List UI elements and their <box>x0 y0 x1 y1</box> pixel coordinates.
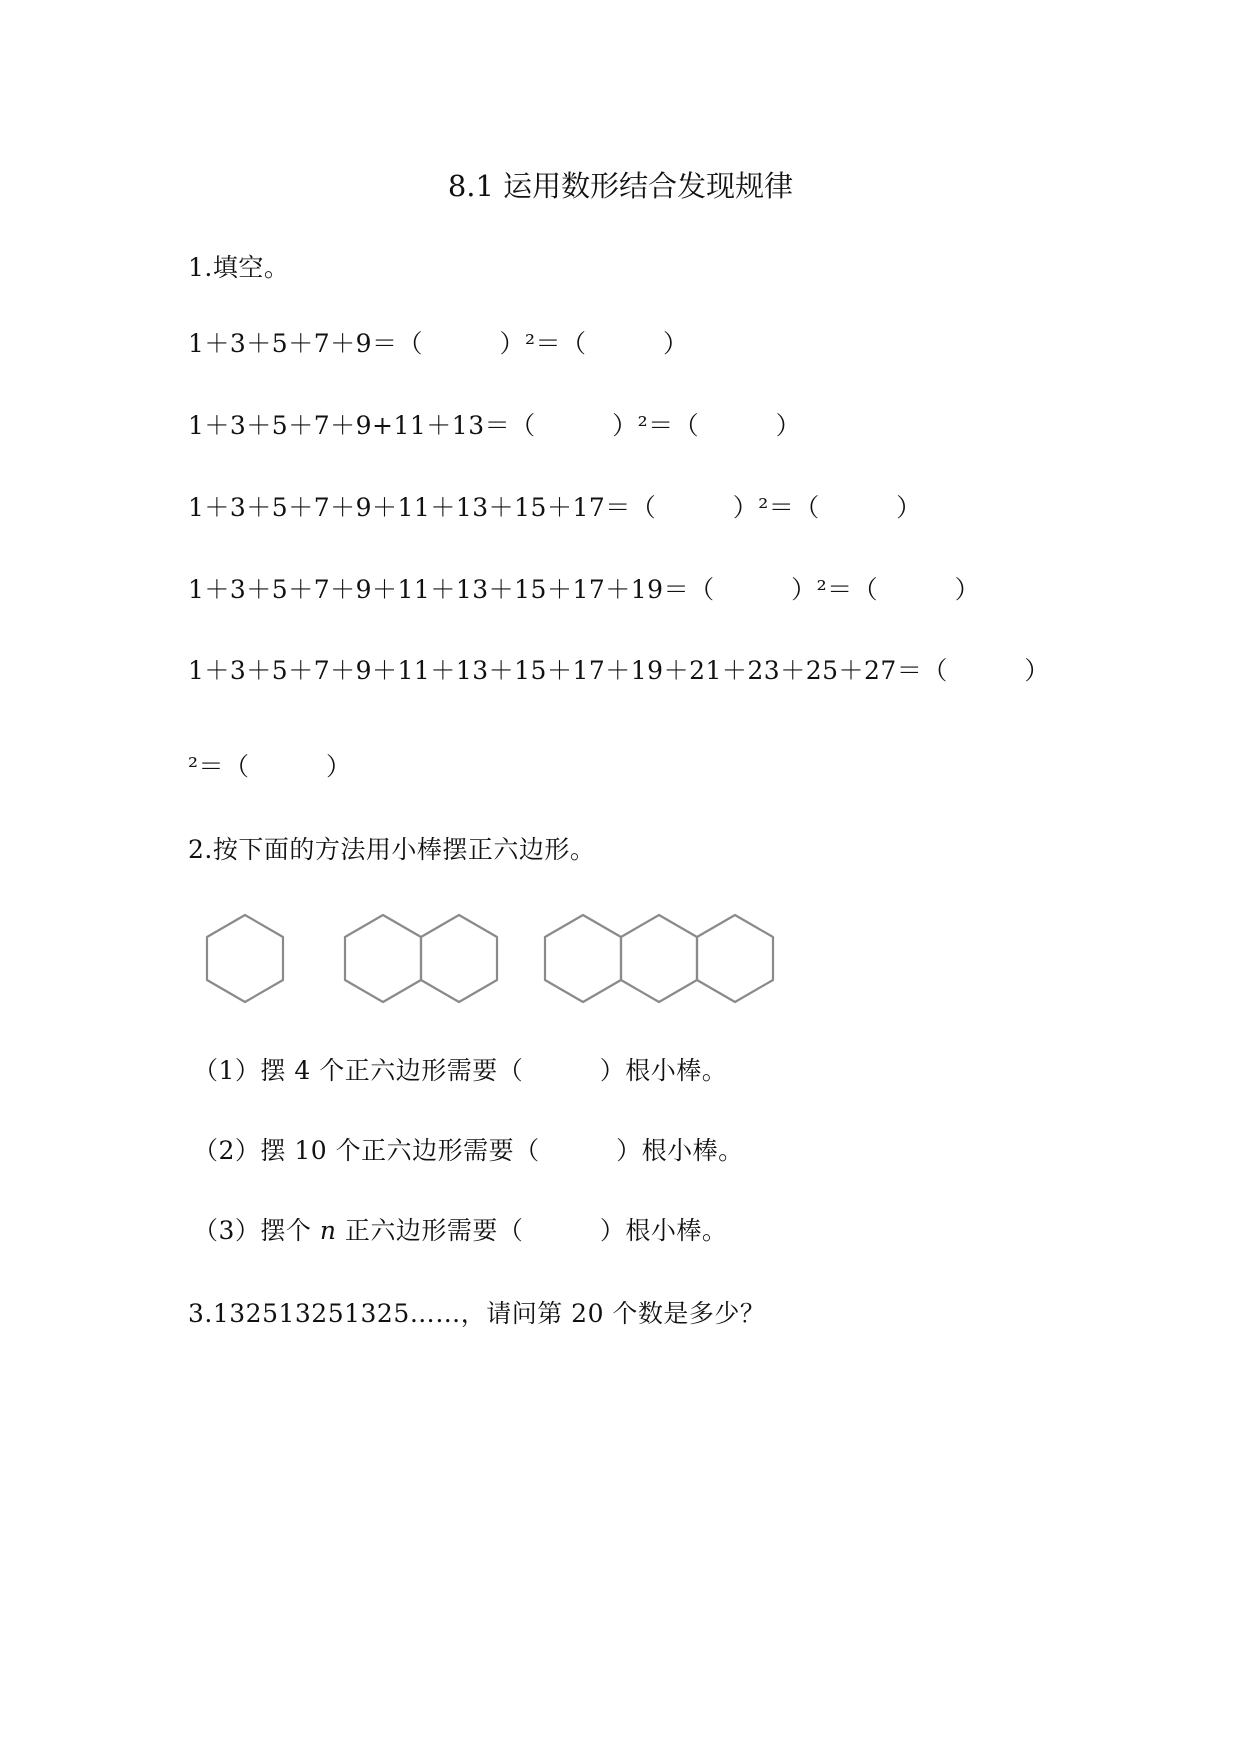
q2-sub-3-suffix: 正六边形需要（ ）根小棒。 <box>336 1216 728 1245</box>
q2-sub-3 <box>193 1215 727 1247</box>
q2-sub-3-prefix: （3）摆个 <box>193 1216 320 1245</box>
q1-line-1: 1＋3＋5＋7＋9＝（ ）²＝（ ） <box>188 329 689 358</box>
hexagon-illustration <box>200 908 800 1008</box>
q2-sub-3-variable: n <box>319 1216 337 1245</box>
q1-line-2: 1＋3＋5＋7＋9+11＋13＝（ ）²＝（ ） <box>188 411 802 440</box>
q1-line-5-continued: ²＝（ ） <box>188 752 352 781</box>
hexagon-group-3-hex-2 <box>621 915 697 1002</box>
q1-line-4: 1＋3＋5＋7＋9＋11＋13＋15＋17＋19＝（ ）²＝（ ） <box>188 575 981 604</box>
q2-sub-2: （2）摆 10 个正六边形需要（ ）根小棒。 <box>193 1136 744 1165</box>
q2-heading: 2.按下面的方法用小棒摆正六边形。 <box>188 835 596 864</box>
q1-heading: 1.填空。 <box>188 253 290 282</box>
q1-line-3: 1＋3＋5＋7＋9＋11＋13＋15＋17＝（ ）²＝（ ） <box>188 493 922 522</box>
hexagon-group-3-hex-3 <box>697 915 773 1002</box>
hexagon-group-3-hex-1 <box>545 915 621 1002</box>
q2-sub-1: （1）摆 4 个正六边形需要（ ）根小棒。 <box>193 1056 728 1085</box>
hexagon-group-1-hex-1 <box>207 915 283 1002</box>
hexagon-figures <box>200 908 800 1012</box>
q1-line-5: 1＋3＋5＋7＋9＋11＋13＋15＋17＋19＋21＋23＋25＋27＝（ ） <box>188 656 1050 685</box>
q3-text: 3.132513251325……，请问第 20 个数是多少？ <box>188 1299 766 1328</box>
hexagon-group-2-hex-1 <box>345 915 421 1002</box>
hexagon-group-2-hex-2 <box>421 915 497 1002</box>
page-title: 8.1 运用数形结合发现规律 <box>447 169 794 203</box>
